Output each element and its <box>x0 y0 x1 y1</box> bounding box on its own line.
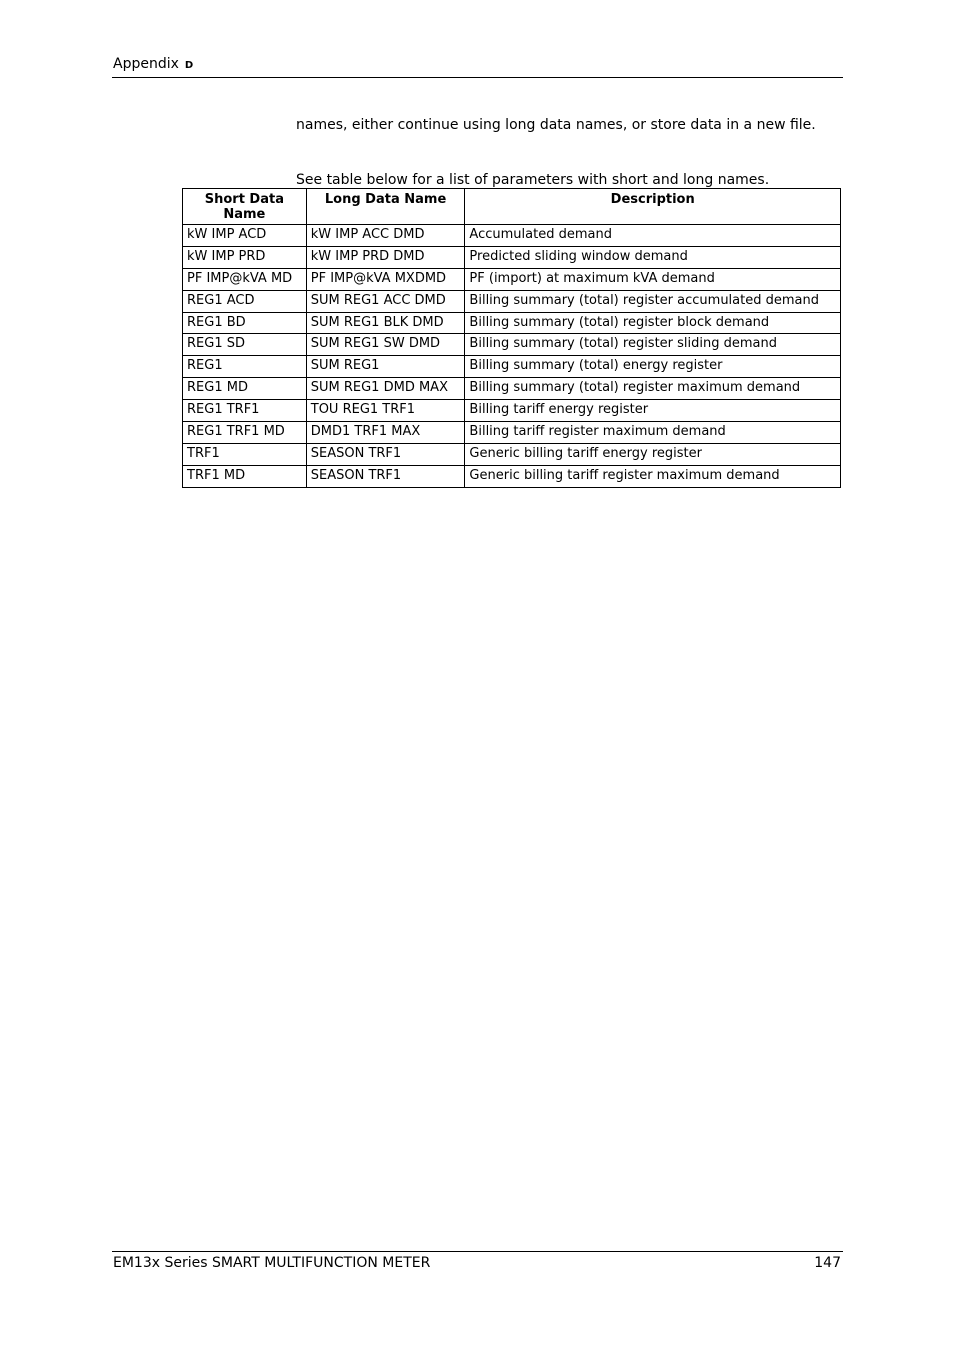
page-header <box>112 55 843 78</box>
cell-long-name: kW IMP PRD DMD <box>306 246 465 268</box>
footer-document-title: EM13x Series SMART MULTIFUNCTION METER <box>113 1255 431 1271</box>
header-section <box>113 56 193 72</box>
cell-description: Billing summary (total) register sliding demand <box>465 334 841 356</box>
cell-short-name: REG1 TRF1 MD <box>183 422 307 444</box>
cell-short-name: REG1 MD <box>183 378 307 400</box>
cell-description: Accumulated demand <box>465 225 841 247</box>
table-row <box>183 225 841 247</box>
table-row <box>183 334 841 356</box>
header-appendix-letter: D <box>184 60 194 71</box>
cell-long-name: SUM REG1 BLK DMD <box>306 312 465 334</box>
cell-description: Predicted sliding window demand <box>465 246 841 268</box>
cell-long-name: SUM REG1 SW DMD <box>306 334 465 356</box>
table-row <box>183 268 841 290</box>
paragraph-table-caption: See table below for a list of parameters with short and long names. <box>296 172 770 188</box>
cell-short-name: REG1 ACD <box>183 290 307 312</box>
cell-short-name: REG1 TRF1 <box>183 400 307 422</box>
cell-short-name: TRF1 <box>183 443 307 465</box>
cell-description: Generic billing tariff register maximum demand <box>465 465 841 487</box>
table-row <box>183 246 841 268</box>
cell-description: Billing summary (total) register accumulated demand <box>465 290 841 312</box>
parameter-names-table <box>182 188 841 488</box>
table-row <box>183 422 841 444</box>
cell-long-name: PF IMP@kVA MXDMD <box>306 268 465 290</box>
cell-long-name: SEASON TRF1 <box>306 465 465 487</box>
cell-long-name: kW IMP ACC DMD <box>306 225 465 247</box>
table-row <box>183 465 841 487</box>
cell-short-name: REG1 <box>183 356 307 378</box>
table-header-row <box>183 189 841 225</box>
cell-description: PF (import) at maximum kVA demand <box>465 268 841 290</box>
cell-description: Billing tariff register maximum demand <box>465 422 841 444</box>
cell-long-name: SEASON TRF1 <box>306 443 465 465</box>
cell-description: Billing summary (total) energy register <box>465 356 841 378</box>
cell-long-name: DMD1 TRF1 MAX <box>306 422 465 444</box>
table-body <box>183 225 841 488</box>
table-row <box>183 312 841 334</box>
paragraph-intro: names, either continue using long data names, or store data in a new file. <box>296 117 816 133</box>
page-footer <box>112 1251 843 1276</box>
cell-description: Generic billing tariff energy register <box>465 443 841 465</box>
column-header-short-name: Short Data Name <box>183 189 307 225</box>
cell-description: Billing tariff energy register <box>465 400 841 422</box>
cell-long-name: TOU REG1 TRF1 <box>306 400 465 422</box>
cell-short-name: kW IMP PRD <box>183 246 307 268</box>
cell-description: Billing summary (total) register maximum demand <box>465 378 841 400</box>
cell-long-name: SUM REG1 DMD MAX <box>306 378 465 400</box>
cell-description: Billing summary (total) register block demand <box>465 312 841 334</box>
cell-short-name: REG1 SD <box>183 334 307 356</box>
table-row <box>183 378 841 400</box>
cell-long-name: SUM REG1 ACC DMD <box>306 290 465 312</box>
header-section-label: Appendix <box>113 56 179 72</box>
column-header-long-name: Long Data Name <box>306 189 465 225</box>
table-row <box>183 356 841 378</box>
table-row <box>183 443 841 465</box>
footer-page-number: 147 <box>814 1255 841 1271</box>
cell-short-name: PF IMP@kVA MD <box>183 268 307 290</box>
table-row <box>183 290 841 312</box>
cell-short-name: kW IMP ACD <box>183 225 307 247</box>
cell-short-name: TRF1 MD <box>183 465 307 487</box>
cell-short-name: REG1 BD <box>183 312 307 334</box>
column-header-description: Description <box>465 189 841 225</box>
table-row <box>183 400 841 422</box>
cell-long-name: SUM REG1 <box>306 356 465 378</box>
